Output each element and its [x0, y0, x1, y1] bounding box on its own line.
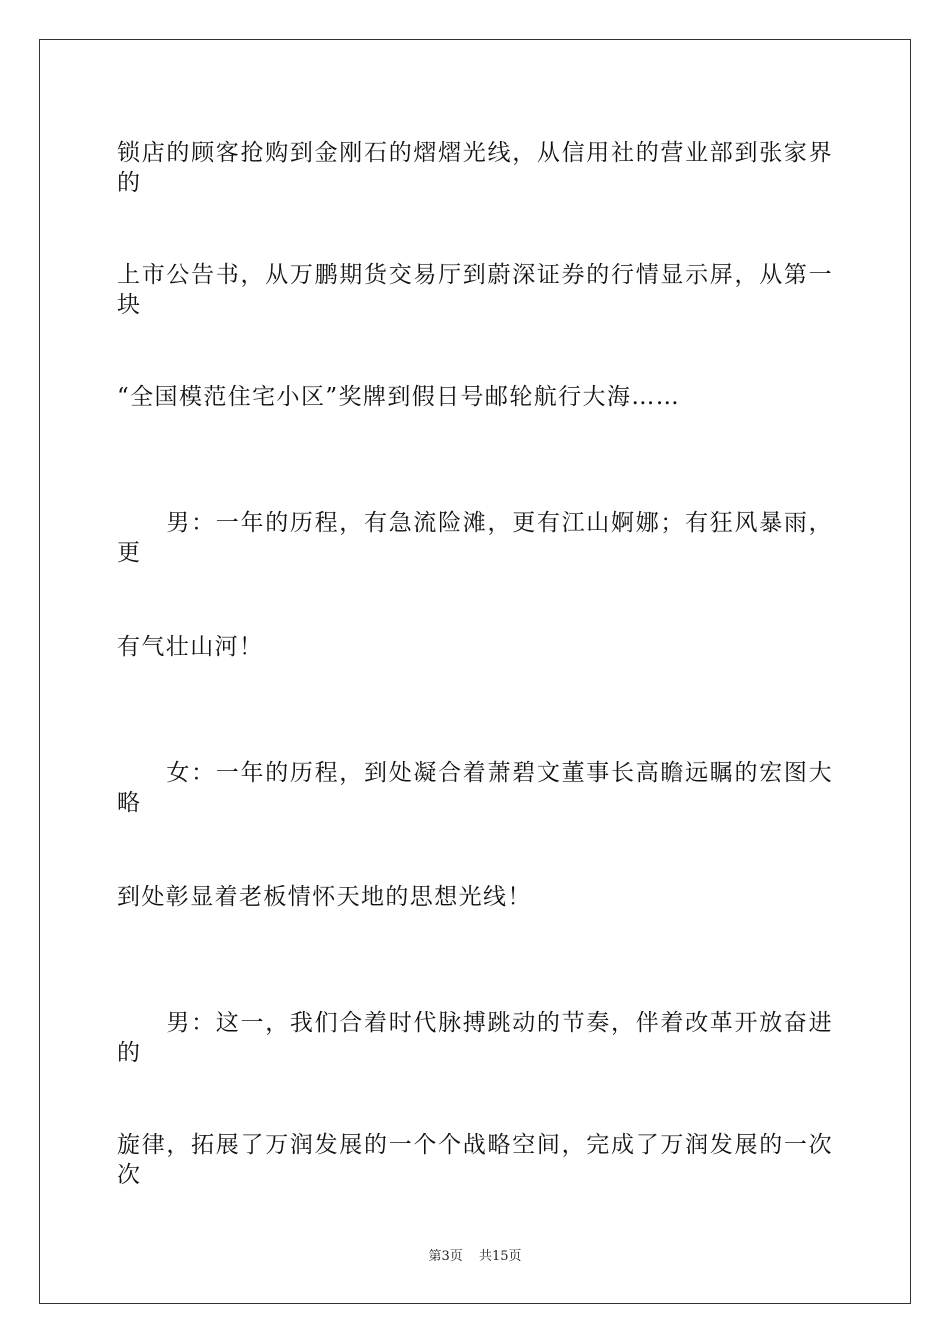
page-number: 第3页 — [428, 1249, 463, 1264]
body-line-1: 锁店的顾客抢购到金刚石的熠熠光线，从信用社的营业部到张家界的 — [117, 140, 833, 196]
body-line-9: 旋律，拓展了万润发展的一个个战略空间，完成了万润发展的一次次 — [117, 1132, 833, 1188]
body-line-5: 有气壮山河！ — [117, 634, 264, 660]
page-footer — [0, 1245, 950, 1264]
body-line-7: 到处彰显着老板情怀天地的思想光线！ — [117, 884, 532, 910]
page-total: 共15页 — [478, 1249, 522, 1264]
body-line-3: “全国模范住宅小区”奖牌到假日号邮轮航行大海…… — [117, 384, 681, 410]
body-line-8: 男：这一，我们合着时代脉搏跳动的节奏，伴着改革开放奋进的 — [117, 1010, 833, 1066]
body-line-6: 女：一年的历程，到处凝合着萧碧文董事长高瞻远瞩的宏图大略 — [117, 760, 833, 816]
page-frame — [39, 39, 911, 1304]
body-line-4: 男：一年的历程，有急流险滩，更有江山婀娜；有狂风暴雨，更 — [117, 510, 833, 566]
body-line-2: 上市公告书，从万鹏期货交易厅到蔚深证券的行情显示屏，从第一块 — [117, 262, 833, 318]
